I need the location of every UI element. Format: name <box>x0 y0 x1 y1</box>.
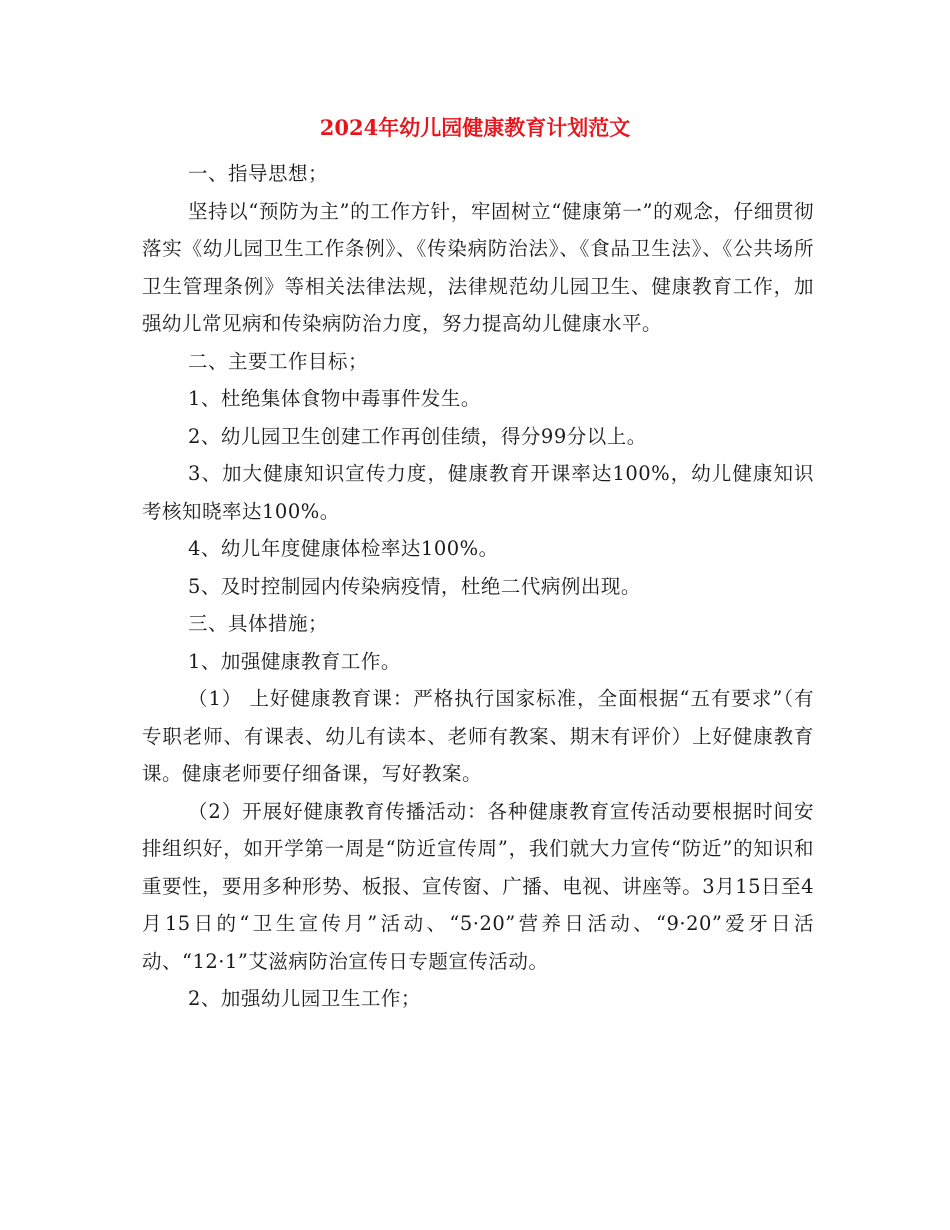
section-heading-measures: 三、具体措施； <box>188 612 329 635</box>
measure-item-2: 2、加强幼儿园卫生工作； <box>188 987 421 1010</box>
document-title: 2024年幼儿园健康教育计划范文 <box>319 115 631 140</box>
goal-item-2: 2、幼儿园卫生创建工作再创佳绩，得分99分以上。 <box>188 424 647 448</box>
goal-item-1: 1、杜绝集体食物中毒事件发生。 <box>188 387 481 410</box>
section-heading-guiding-ideology: 一、指导思想； <box>188 162 329 185</box>
measure-item-1: 1、加强健康教育工作。 <box>188 649 401 673</box>
paragraph-guiding-ideology: 坚持以“预防为主”的工作方针，牢固树立“健康第一”的观念，仔细贯彻落实《幼儿园卫生工作条例》、《传染病防治法》、《食品卫生法》、《公共场所卫生管理条例》等相关法律法规，法律规范幼儿园卫生、健康教育工作，加强幼儿常见病和传染病防治力度，努力提高幼儿健康水平。 <box>142 199 814 335</box>
goal-item-4: 4、幼儿年度健康体检率达100%。 <box>188 537 499 560</box>
section-heading-main-goals: 二、主要工作目标； <box>188 349 369 373</box>
measure-subitem-2: （2）开展好健康教育传播活动：各种健康教育宣传活动要根据时间安排组织好，如开学第一周是“防近宣传周”，我们就大力宣传“防近”的知识和重要性，要用多种形势、板报、宣传窗、广播、电视、讲座等。3月15日至4月15日的“卫生宣传月”活动、“5·20”营养日活动、“9·20”爱牙日活动、“12·1”艾滋病防治宣传日专题宣传活动。 <box>142 799 814 973</box>
measure-subitem-1: （1） 上好健康教育课：严格执行国家标准，全面根据“五有要求”（有专职老师、有课表、幼儿有读本、老师有教案、期末有评价）上好健康教育课。健康老师要仔细备课，写好教案。 <box>142 687 814 785</box>
goal-item-5: 5、及时控制园内传染病疫情，杜绝二代病例出现。 <box>188 574 641 598</box>
goal-item-3: 3、加大健康知识宣传力度，健康教育开课率达100%，幼儿健康知识考核知晓率达100%。 <box>142 462 814 523</box>
document-body <box>142 155 814 1018</box>
